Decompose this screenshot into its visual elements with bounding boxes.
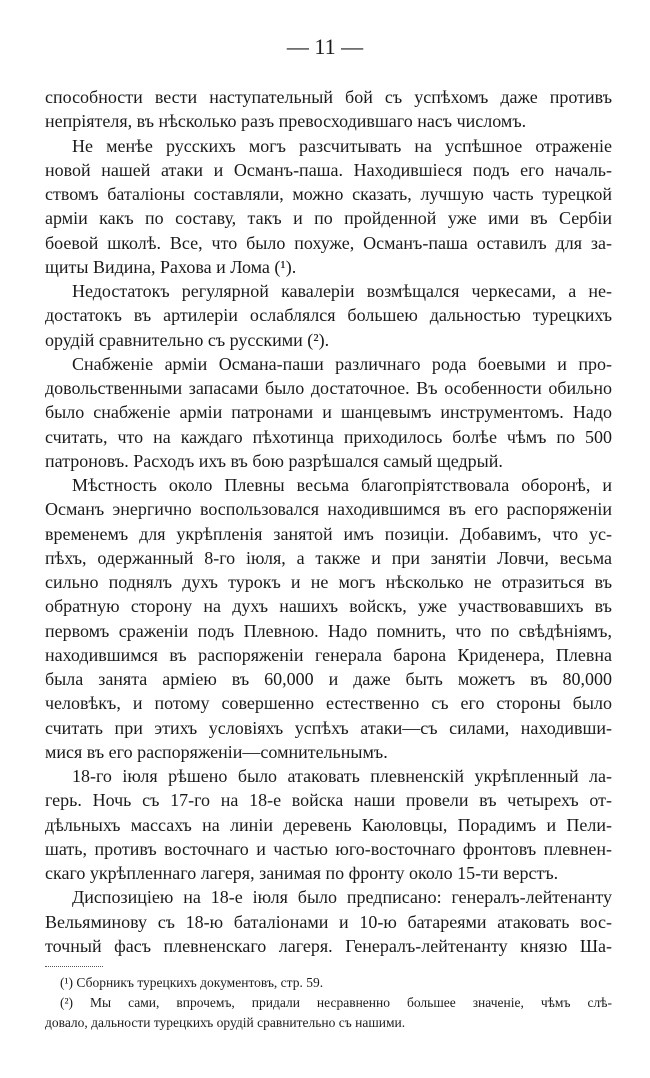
text-line: пѣхъ, одержанный 8-го іюля, а также и при занятіи Ловчи, весьма xyxy=(45,547,612,568)
text-line: обратную сторону на духъ нашихъ войскъ, уже участвовавшихъ въ xyxy=(45,596,612,617)
text-line: Снабженіе арміи Османа-паши различнаго рода боевыми и про- xyxy=(72,353,612,374)
text-line: Не менѣе русскихъ могъ разсчитывать на успѣшное отраженіе xyxy=(72,135,612,156)
text-line: было снабженіе арміи патронами и шанцевымъ инструментомъ. Надо xyxy=(45,402,612,423)
footnote-line: довало, дальности турецкихъ орудій сравнительно съ нашими. xyxy=(45,1015,406,1030)
text-line: дѣльныхъ массахъ на линіи деревень Каюловцы, Порадимъ и Пели- xyxy=(45,814,612,835)
text-line: ствомъ баталіоны составляли, можно сказать, лучшую часть турецкой xyxy=(45,184,612,204)
text-line: Недостатокъ регулярной кавалеріи возмѣщался черкесами, а не- xyxy=(72,281,612,301)
text-line: Османъ энергично воспользовался находившимся въ его распоряженіи xyxy=(45,499,612,520)
text-line: Мѣстность около Плевны весьма благопріятствовала оборонѣ, и xyxy=(72,475,612,495)
text-line: мися въ его распоряженіи—сомнительнымъ. xyxy=(45,741,388,762)
text-line: непріятеля, въ нѣсколько разъ превосходившаго насъ числомъ. xyxy=(45,111,527,132)
text-line: патроновъ. Расходъ ихъ въ бою разрѣшался самый щедрый. xyxy=(45,450,503,471)
text-line: новой нашей атаки и Османъ-паша. Находившіеся подъ его началь- xyxy=(45,159,612,180)
text-line: человѣкъ, и потому совершенно естественно съ его стороны было xyxy=(45,693,612,714)
text-line: щиты Видина, Рахова и Лома (¹). xyxy=(45,256,297,277)
text-line: орудій сравнительно съ русскими (²). xyxy=(45,329,330,350)
text-line: боевой школѣ. Все, что было похуже, Османъ-паша оставилъ для за- xyxy=(45,232,612,253)
text-line: сильно поднялъ духъ турокъ и не могъ нѣсколько не отразиться въ xyxy=(45,572,612,592)
text-line: шать, противъ восточнаго и частью юго-восточнаго фронтовъ плевнен- xyxy=(45,838,612,859)
text-line: способности вести наступательный бой съ успѣхомъ даже противъ xyxy=(45,87,612,107)
text-line: достатокъ въ артилеріи ослаблялся большею дальностью турецкихъ xyxy=(45,305,612,326)
text-line: Диспозиціею на 18-е іюля было предписано: генералъ-лейтенанту xyxy=(72,887,612,908)
text-line: арміи какъ по составу, такъ и по пройденной уже ими въ Сербіи xyxy=(45,208,612,229)
footnote-separator xyxy=(45,966,103,967)
text-line: первомъ сраженіи подъ Плевною. Надо помнить, что по свѣдѣніямъ, xyxy=(45,620,612,641)
text-line: скаго укрѣпленнаго лагеря, занимая по фронту около 15-ти верстъ. xyxy=(45,863,559,883)
page-number: — 11 — xyxy=(286,34,364,59)
footnote-line: (¹) Сборникъ турецкихъ документовъ, стр. 59. xyxy=(60,975,324,990)
text-line: 18-го іюля рѣшено было атаковать плевненскій укрѣпленный ла- xyxy=(72,766,612,786)
text-line: точный фасъ плевненскаго лагеря. Генералъ-лейтенанту князю Ша- xyxy=(45,935,612,956)
text-line: была занята арміею въ 60,000 и даже быть можетъ въ 80,000 xyxy=(45,669,612,689)
text-line: Вельяминову съ 18-ю баталіонами и 10-ю батареями атаковать вос- xyxy=(45,911,612,932)
footnote-line: (²) Мы сами, впрочемъ, придали несравненно большее значеніе, чѣмъ слѣ- xyxy=(60,995,612,1010)
text-line: герь. Ночь съ 17-го на 18-е войска наши провели въ четырехъ от- xyxy=(45,790,612,811)
text-line: находившимся въ распоряженіи генерала барона Криденера, Плевна xyxy=(45,644,612,665)
text-line: временемъ для укрѣпленія занятой имъ позиціи. Добавимъ, что ус- xyxy=(45,523,612,544)
text-line: довольственными запасами было достаточное. Въ особенности обильно xyxy=(45,378,612,398)
text-line: считать при этихъ условіяхъ успѣхъ атаки—съ силами, находивши- xyxy=(45,717,612,738)
text-line: считать, что на каждаго пѣхотинца приходилось болѣе чѣмъ по 500 xyxy=(45,426,612,447)
